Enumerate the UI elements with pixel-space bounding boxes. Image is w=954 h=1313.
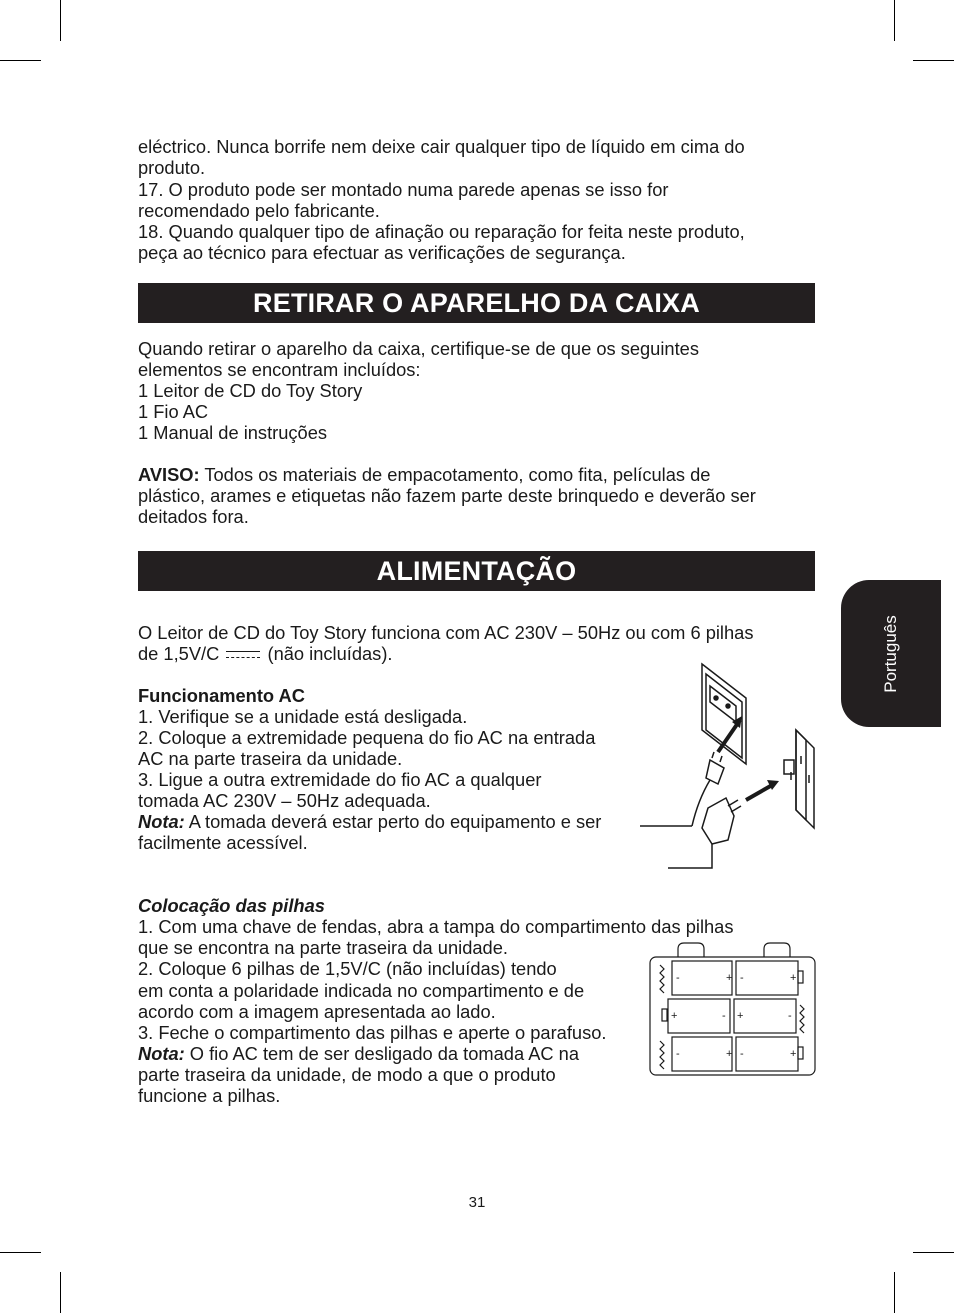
list-item: 1 Fio AC xyxy=(138,401,209,422)
plus-sign: + xyxy=(726,1048,733,1060)
battery-compartment-illustration xyxy=(648,941,818,1079)
step-line: 3. Feche o compartimento das pilhas e aperte o parafuso. xyxy=(138,1022,607,1043)
section-heading-unpacking: RETIRAR O APARELHO DA CAIXA xyxy=(138,283,815,323)
warning-text: Todos os materiais de empacotamento, como fita, películas de xyxy=(199,464,711,485)
crop-mark xyxy=(0,60,41,61)
text-line: Quando retirar o aparelho da caixa, certifique-se de que os seguintes xyxy=(138,338,699,359)
text-line: 18. Quando qualquer tipo de afinação ou reparação for feita neste produto, xyxy=(138,221,745,242)
plus-sign: + xyxy=(726,972,733,984)
dc-symbol-icon xyxy=(226,649,260,661)
step-line: 2. Coloque a extremidade pequena do fio AC na entrada xyxy=(138,727,596,748)
text-line: eléctrico. Nunca borrife nem deixe cair qualquer tipo de líquido em cima do xyxy=(138,136,745,157)
step-line: que se encontra na parte traseira da unidade. xyxy=(138,937,508,958)
crop-mark xyxy=(60,0,61,41)
crop-mark xyxy=(60,1272,61,1313)
text-line xyxy=(138,643,393,664)
text-line: produto. xyxy=(138,157,206,178)
crop-mark xyxy=(0,1252,41,1253)
plus-sign: + xyxy=(671,1010,678,1022)
not-included-text: (não incluídas). xyxy=(267,643,393,664)
step-line: tomada AC 230V – 50Hz adequada. xyxy=(138,790,431,811)
note-label: Nota: xyxy=(138,811,185,832)
note-line xyxy=(138,1043,579,1064)
text-line: elementos se encontram incluídos: xyxy=(138,359,421,380)
crop-mark xyxy=(894,1272,895,1313)
page-number: 31 xyxy=(468,1194,486,1211)
batteries-heading: Colocação das pilhas xyxy=(138,895,325,916)
plus-sign: + xyxy=(790,1048,797,1060)
note-text: O fio AC tem de ser desligado da tomada AC na xyxy=(184,1043,580,1064)
voltage-text: de 1,5V/C xyxy=(138,643,220,664)
ac-heading: Funcionamento AC xyxy=(138,685,305,706)
minus-sign: - xyxy=(740,972,744,984)
text-line: peça ao técnico para efectuar as verificações de segurança. xyxy=(138,242,626,263)
text-line: 17. O produto pode ser montado numa parede apenas se isso for xyxy=(138,179,669,200)
plus-sign: + xyxy=(790,972,797,984)
warning-line xyxy=(138,464,710,485)
warning-label: AVISO: xyxy=(138,464,200,485)
text-line: parte traseira da unidade, de modo a que o produto xyxy=(138,1064,556,1085)
plus-sign: + xyxy=(737,1010,744,1022)
step-line: em conta a polaridade indicada no compartimento e de xyxy=(138,980,585,1001)
minus-sign: - xyxy=(788,1010,792,1022)
list-item: 1 Leitor de CD do Toy Story xyxy=(138,380,363,401)
step-line: acordo com a imagem apresentada ao lado. xyxy=(138,1001,496,1022)
minus-sign: - xyxy=(740,1048,744,1060)
note-line xyxy=(138,811,601,832)
minus-sign: - xyxy=(676,972,680,984)
crop-mark xyxy=(894,0,895,41)
text-line: facilmente acessível. xyxy=(138,832,308,853)
text-line: O Leitor de CD do Toy Story funciona com AC 230V – 50Hz ou com 6 pilhas xyxy=(138,622,754,643)
minus-sign: - xyxy=(676,1048,680,1060)
step-line: 1. Com uma chave de fendas, abra a tampa do compartimento das pilhas xyxy=(138,916,734,937)
ac-plug-illustration xyxy=(636,660,820,875)
text-line: deitados fora. xyxy=(138,506,249,527)
list-item: 1 Manual de instruções xyxy=(138,422,328,443)
text-line: plástico, arames e etiquetas não fazem parte deste brinquedo e deverão ser xyxy=(138,485,756,506)
minus-sign: - xyxy=(722,1010,726,1022)
crop-mark xyxy=(913,1252,954,1253)
step-line: 1. Verifique se a unidade está desligada. xyxy=(138,706,468,727)
step-line: 3. Ligue a outra extremidade do fio AC a qualquer xyxy=(138,769,542,790)
text-line: recomendado pelo fabricante. xyxy=(138,200,380,221)
crop-mark xyxy=(913,60,954,61)
language-tab-label: Português xyxy=(881,614,900,693)
step-line: AC na parte traseira da unidade. xyxy=(138,748,403,769)
section-heading-power: ALIMENTAÇÃO xyxy=(138,551,815,591)
note-text: A tomada deverá estar perto do equipamento e ser xyxy=(184,811,602,832)
step-line: 2. Coloque 6 pilhas de 1,5V/C (não incluídas) tendo xyxy=(138,958,557,979)
note-label: Nota: xyxy=(138,1043,185,1064)
text-line: funcione a pilhas. xyxy=(138,1085,281,1106)
language-tab xyxy=(841,580,941,727)
